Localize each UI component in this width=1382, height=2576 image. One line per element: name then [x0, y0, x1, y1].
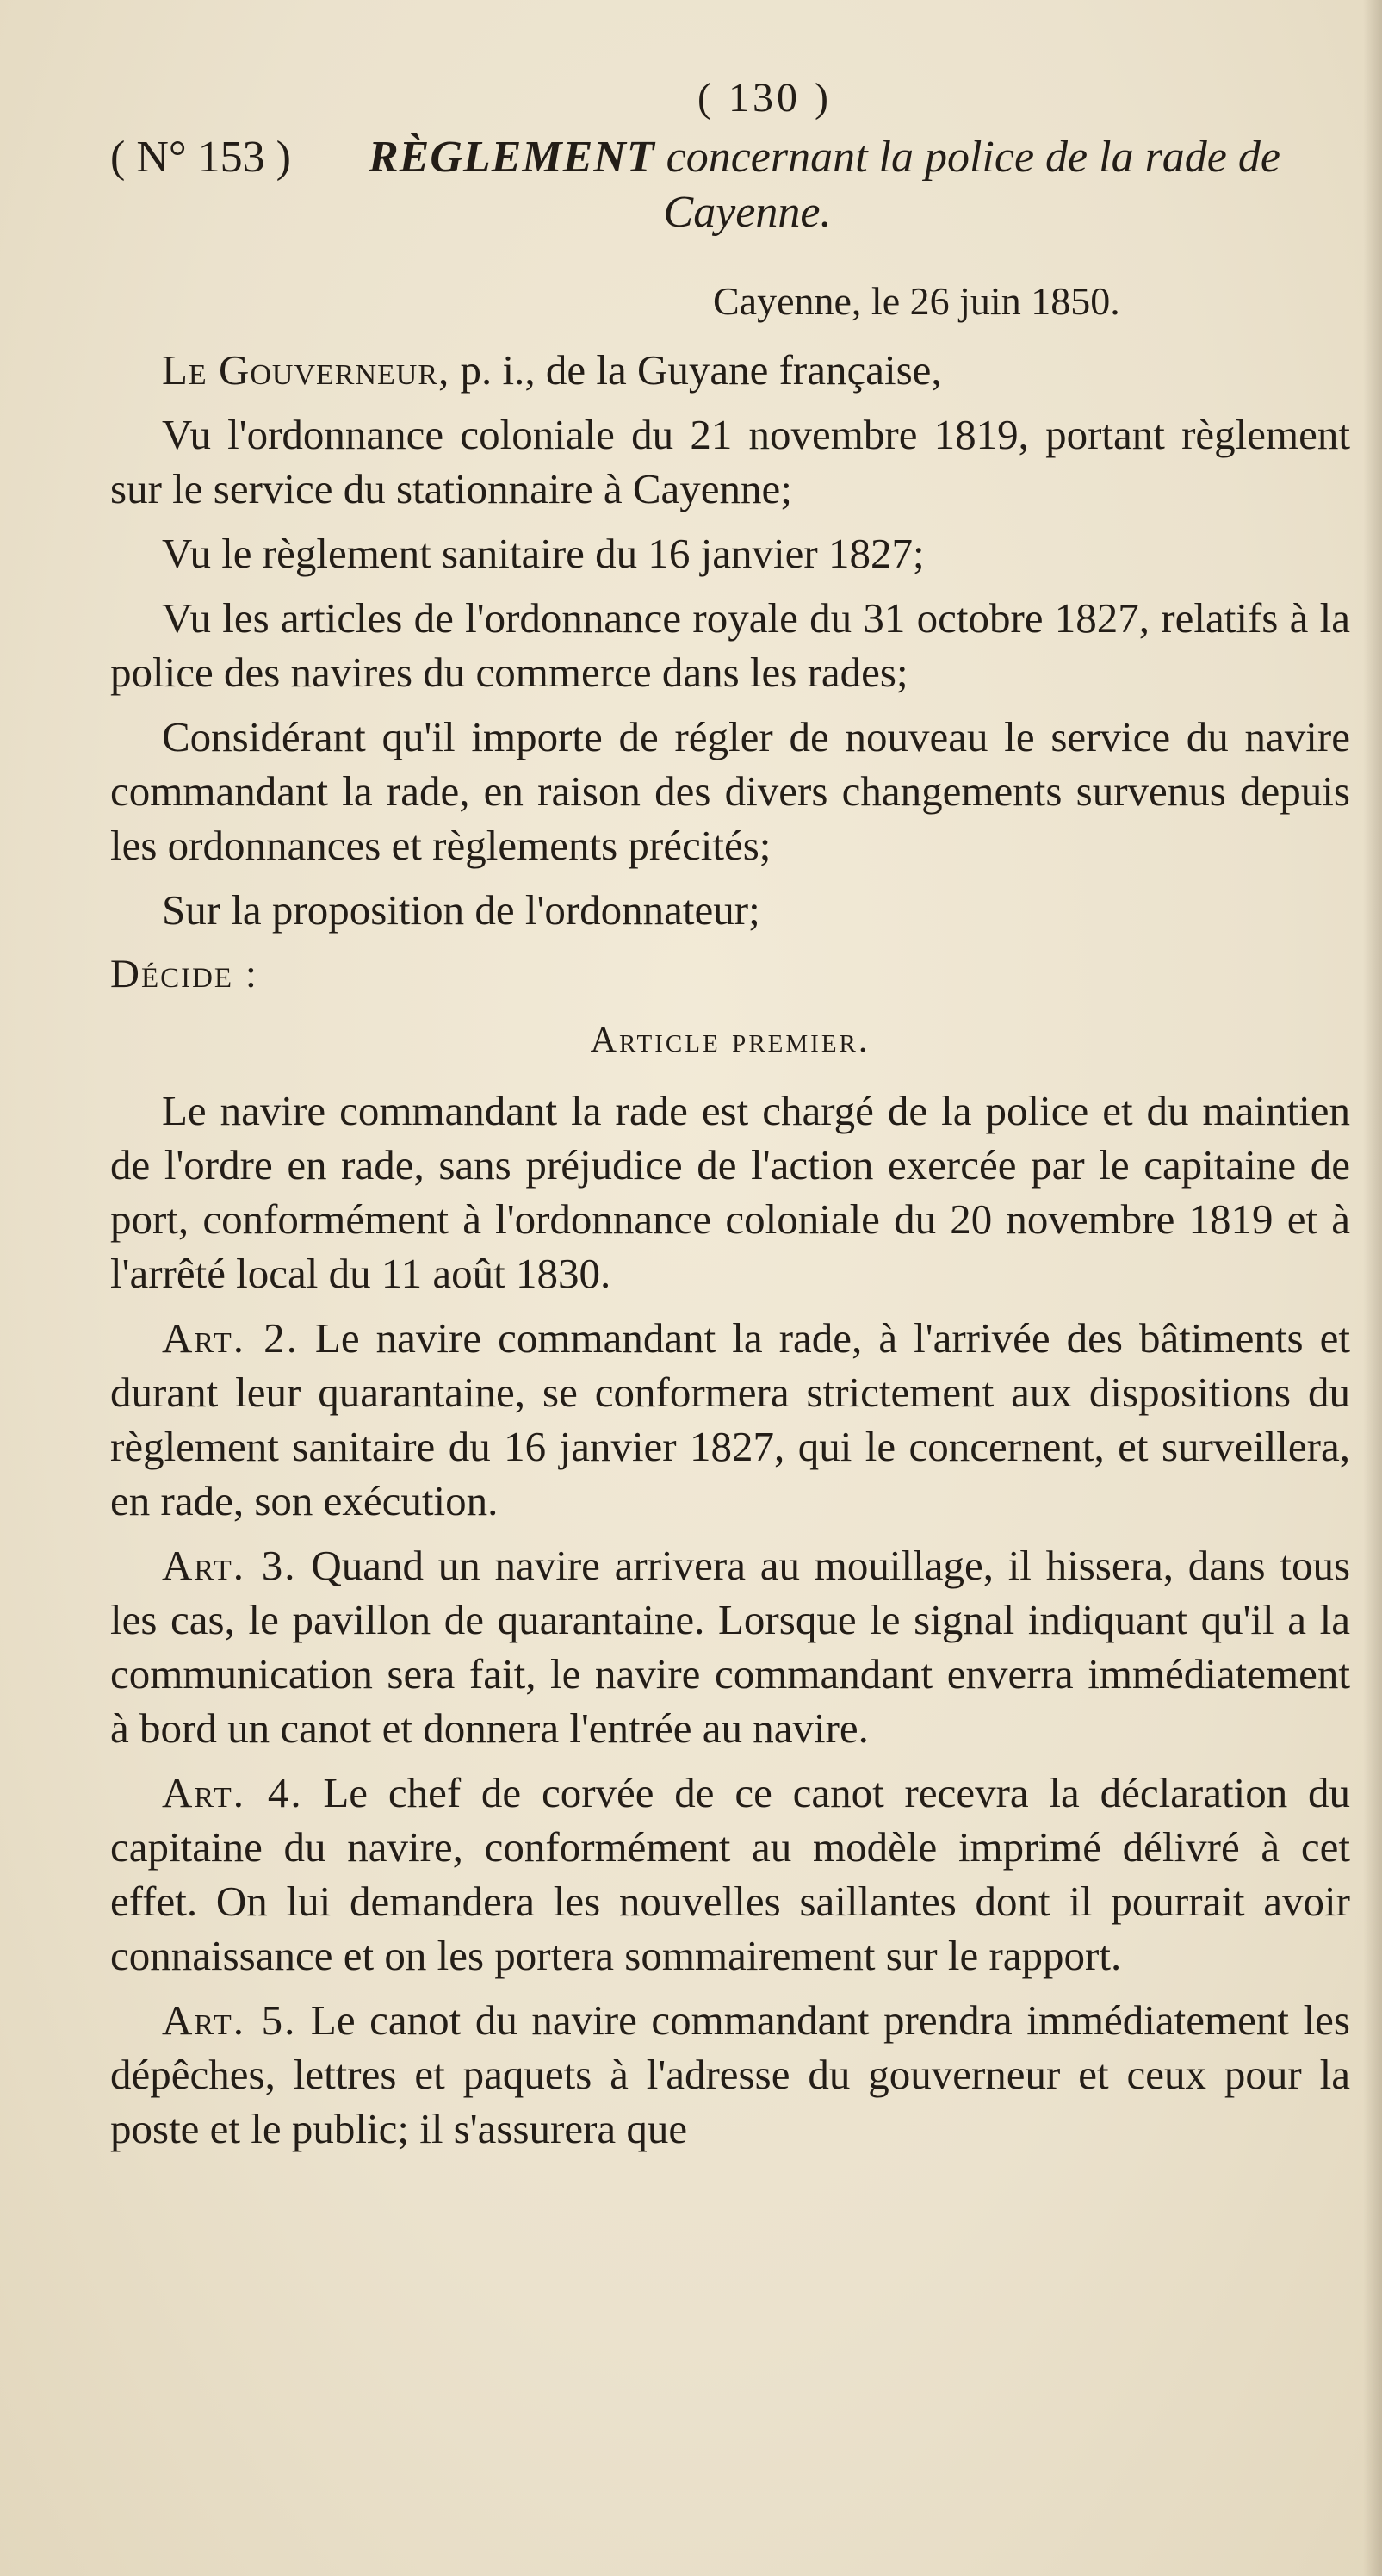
article-label: Art. 5. [162, 1996, 297, 2044]
considerant-paragraph: Considérant qu'il importe de régler de nouveau le service du navire commandant la rade, en raison des divers changements survenus depuis les ordonnances et règlements précités; [110, 713, 1350, 869]
article-first-title: Article premier. [590, 1021, 871, 1060]
vu-paragraph: Vu l'ordonnance coloniale du 21 novembre 1819, portant règlement sur le service du stationnaire à Cayenne; [110, 411, 1350, 512]
page-number: ( 130 ) [697, 75, 832, 121]
title-rule-word: RÈGLEMENT [369, 133, 655, 182]
dateline: Cayenne, le 26 juin 1850. [713, 279, 1120, 323]
title-line-2: Cayenne. [663, 188, 832, 237]
article-text: Le navire commandant la rade est chargé de la police et du maintien de l'ordre en rade, sans préjudice de l'action exercée par le capitaine de port, conformément à l'ordonnance coloniale du 20 novembre 1819 et à l'arrêté local du 11 août 1830. [110, 1087, 1350, 1297]
article-label: Art. 2. [162, 1314, 299, 1362]
article-paragraph [110, 1766, 1350, 1983]
governor-rest: p. i., de la Guyane française, [460, 346, 942, 394]
document-heading [110, 130, 1350, 240]
text-column [110, 74, 1350, 2166]
article-paragraph [110, 1311, 1350, 1528]
article-text: Le navire commandant la rade, à l'arrivée des bâtiments et durant leur quarantaine, se conformera strictement aux dispositions du règlement sanitaire du 16 janvier 1827, qui le concernent, et surveillera, en rade, son exécution. [110, 1314, 1350, 1524]
document-body [110, 343, 1350, 2156]
document-title [369, 130, 1350, 240]
document-number: ( N° 153 ) [110, 133, 291, 182]
article-label: Art. 3. [162, 1542, 297, 1589]
governor-label: Le Gouverneur, [162, 346, 450, 394]
intro-paragraph [110, 343, 1350, 397]
article-text: Quand un navire arrivera au mouillage, il hissera, dans tous les cas, le pavillon de quarantaine. Lorsque le signal indiquant qu'il a la communication sera fait, le navire commandant enverra immédiatement à bord un canot et donnera l'entrée au navire. [110, 1542, 1351, 1752]
vu-paragraph: Vu le règlement sanitaire du 16 janvier 1827; [162, 530, 925, 577]
page-edge-shadow [1363, 0, 1382, 2576]
decide-heading: Décide : [110, 952, 258, 996]
article-text: Le canot du navire commandant prendra immédiatement les dépêches, lettres et paquets à l'adresse du gouverneur et ceux pour la poste et le public; il s'assurera que [110, 1996, 1350, 2152]
article-label: Art. 4. [162, 1769, 303, 1816]
proposition-paragraph: Sur la proposition de l'ordonnateur; [162, 886, 760, 934]
article-paragraph [110, 1083, 1350, 1300]
title-rest: concernant la police de la rade de [666, 133, 1280, 182]
vu-paragraph: Vu les articles de l'ordonnance royale du 31 octobre 1827, relatifs à la police des navires du commerce dans les rades; [110, 594, 1350, 696]
article-paragraph [110, 1993, 1350, 2156]
article-paragraph [110, 1538, 1350, 1755]
article-text: Le chef de corvée de ce canot recevra la déclaration du capitaine du navire, conformément au modèle imprimé délivré à cet effet. On lui demandera les nouvelles saillantes dont il pourrait avoir connaissance et on les portera sommairement sur le rapport. [110, 1769, 1351, 1979]
